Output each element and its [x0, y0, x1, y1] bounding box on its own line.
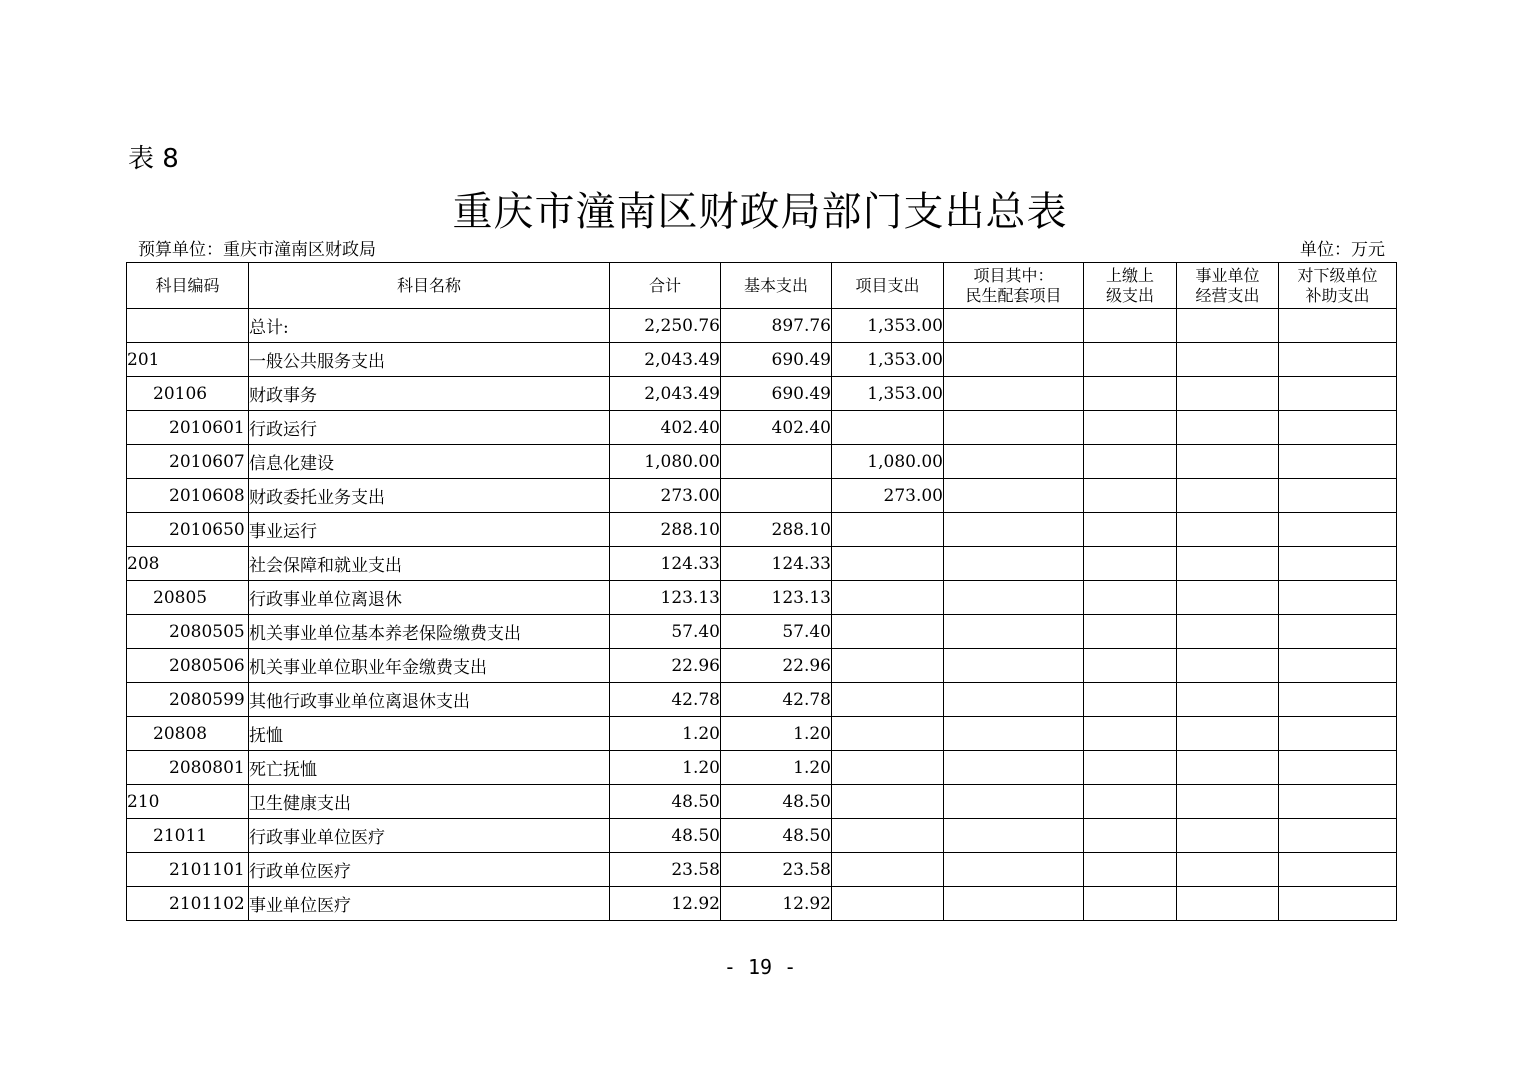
table-row [127, 411, 1397, 445]
expenditure-table [126, 262, 1397, 921]
cell-total: 288.10 [610, 513, 721, 547]
cell-remit-upper-level [1084, 615, 1177, 649]
cell-institution-operations [1177, 853, 1279, 887]
cell-basic-expenditure: 402.40 [721, 411, 832, 445]
cell-subject-code: 20805 [127, 581, 249, 615]
table-row [127, 887, 1397, 921]
cell-remit-upper-level [1084, 649, 1177, 683]
cell-subject-name: 财政事务 [249, 377, 610, 411]
cell-basic-expenditure [721, 479, 832, 513]
cell-subsidy-lower-level [1279, 717, 1397, 751]
cell-subsidy-lower-level [1279, 581, 1397, 615]
cell-subsidy-lower-level [1279, 853, 1397, 887]
cell-subsidy-lower-level [1279, 377, 1397, 411]
cell-subject-code: 2080801 [127, 751, 249, 785]
cell-project-expenditure: 1,080.00 [832, 445, 944, 479]
cell-institution-operations [1177, 411, 1279, 445]
header-livelihood-projects: 项目其中： 民生配套项目 [944, 263, 1084, 309]
cell-remit-upper-level [1084, 819, 1177, 853]
cell-subject-name: 行政事业单位离退休 [249, 581, 610, 615]
cell-institution-operations [1177, 377, 1279, 411]
cell-total: 402.40 [610, 411, 721, 445]
cell-livelihood-projects [944, 513, 1084, 547]
cell-subject-name: 事业单位医疗 [249, 887, 610, 921]
cell-project-expenditure [832, 547, 944, 581]
cell-remit-upper-level [1084, 377, 1177, 411]
table-header-row [127, 263, 1397, 309]
cell-subject-name: 财政委托业务支出 [249, 479, 610, 513]
cell-institution-operations [1177, 819, 1279, 853]
cell-institution-operations [1177, 513, 1279, 547]
cell-subject-code: 201 [127, 343, 249, 377]
cell-subject-code: 2080505 [127, 615, 249, 649]
cell-subject-name: 行政事业单位医疗 [249, 819, 610, 853]
cell-subsidy-lower-level [1279, 445, 1397, 479]
cell-subsidy-lower-level [1279, 411, 1397, 445]
cell-remit-upper-level [1084, 751, 1177, 785]
cell-subsidy-lower-level [1279, 547, 1397, 581]
cell-subject-name: 行政运行 [249, 411, 610, 445]
cell-institution-operations [1177, 649, 1279, 683]
page-number: - 19 - [723, 955, 797, 979]
cell-subject-code: 2010650 [127, 513, 249, 547]
table-row [127, 751, 1397, 785]
cell-subsidy-lower-level [1279, 785, 1397, 819]
cell-subject-name: 死亡抚恤 [249, 751, 610, 785]
cell-subsidy-lower-level [1279, 513, 1397, 547]
cell-basic-expenditure: 690.49 [721, 343, 832, 377]
cell-remit-upper-level [1084, 683, 1177, 717]
cell-basic-expenditure: 690.49 [721, 377, 832, 411]
cell-livelihood-projects [944, 445, 1084, 479]
table-row [127, 717, 1397, 751]
cell-project-expenditure [832, 751, 944, 785]
cell-livelihood-projects [944, 377, 1084, 411]
cell-basic-expenditure: 48.50 [721, 819, 832, 853]
cell-project-expenditure [832, 683, 944, 717]
cell-subject-code: 2080506 [127, 649, 249, 683]
budget-unit-label: 预算单位：重庆市潼南区财政局 [138, 240, 376, 260]
cell-institution-operations [1177, 445, 1279, 479]
cell-basic-expenditure: 897.76 [721, 309, 832, 343]
cell-livelihood-projects [944, 853, 1084, 887]
cell-subject-name: 一般公共服务支出 [249, 343, 610, 377]
cell-basic-expenditure: 23.58 [721, 853, 832, 887]
cell-subject-code: 20808 [127, 717, 249, 751]
cell-project-expenditure [832, 785, 944, 819]
cell-subsidy-lower-level [1279, 479, 1397, 513]
table-row [127, 377, 1397, 411]
cell-subject-code: 210 [127, 785, 249, 819]
cell-project-expenditure [832, 853, 944, 887]
cell-subsidy-lower-level [1279, 309, 1397, 343]
table-row [127, 479, 1397, 513]
cell-livelihood-projects [944, 751, 1084, 785]
cell-basic-expenditure [721, 445, 832, 479]
cell-livelihood-projects [944, 819, 1084, 853]
cell-project-expenditure: 1,353.00 [832, 309, 944, 343]
table-row [127, 309, 1397, 343]
header-subsidy-lower-level: 对下级单位 补助支出 [1279, 263, 1397, 309]
cell-remit-upper-level [1084, 547, 1177, 581]
table-row [127, 785, 1397, 819]
cell-project-expenditure [832, 513, 944, 547]
currency-unit-label: 单位：万元 [1300, 240, 1385, 260]
cell-remit-upper-level [1084, 411, 1177, 445]
cell-total: 42.78 [610, 683, 721, 717]
cell-total: 273.00 [610, 479, 721, 513]
cell-subject-name: 事业运行 [249, 513, 610, 547]
cell-basic-expenditure: 42.78 [721, 683, 832, 717]
cell-subject-code [127, 309, 249, 343]
cell-total: 124.33 [610, 547, 721, 581]
cell-subject-code: 2010608 [127, 479, 249, 513]
table-row [127, 649, 1397, 683]
cell-project-expenditure: 1,353.00 [832, 343, 944, 377]
cell-livelihood-projects [944, 547, 1084, 581]
cell-subsidy-lower-level [1279, 887, 1397, 921]
cell-total: 1,080.00 [610, 445, 721, 479]
cell-subject-code: 2010601 [127, 411, 249, 445]
cell-subject-name: 机关事业单位基本养老保险缴费支出 [249, 615, 610, 649]
cell-subject-name: 总计: [249, 309, 610, 343]
cell-institution-operations [1177, 751, 1279, 785]
cell-institution-operations [1177, 581, 1279, 615]
cell-project-expenditure [832, 887, 944, 921]
cell-subject-name: 社会保障和就业支出 [249, 547, 610, 581]
cell-remit-upper-level [1084, 785, 1177, 819]
cell-remit-upper-level [1084, 343, 1177, 377]
cell-livelihood-projects [944, 887, 1084, 921]
cell-remit-upper-level [1084, 309, 1177, 343]
cell-basic-expenditure: 123.13 [721, 581, 832, 615]
cell-basic-expenditure: 1.20 [721, 717, 832, 751]
header-total: 合计 [610, 263, 721, 309]
cell-project-expenditure [832, 649, 944, 683]
cell-livelihood-projects [944, 615, 1084, 649]
cell-remit-upper-level [1084, 479, 1177, 513]
cell-project-expenditure [832, 717, 944, 751]
cell-institution-operations [1177, 717, 1279, 751]
cell-project-expenditure: 273.00 [832, 479, 944, 513]
cell-total: 48.50 [610, 785, 721, 819]
cell-subject-name: 机关事业单位职业年金缴费支出 [249, 649, 610, 683]
cell-total: 1.20 [610, 717, 721, 751]
cell-subsidy-lower-level [1279, 649, 1397, 683]
cell-remit-upper-level [1084, 853, 1177, 887]
cell-subject-name: 卫生健康支出 [249, 785, 610, 819]
cell-subsidy-lower-level [1279, 683, 1397, 717]
table-row [127, 547, 1397, 581]
cell-remit-upper-level [1084, 581, 1177, 615]
cell-institution-operations [1177, 887, 1279, 921]
cell-basic-expenditure: 48.50 [721, 785, 832, 819]
header-institution-operations: 事业单位 经营支出 [1177, 263, 1279, 309]
cell-livelihood-projects [944, 717, 1084, 751]
cell-project-expenditure [832, 411, 944, 445]
cell-subject-name: 信息化建设 [249, 445, 610, 479]
table-row [127, 615, 1397, 649]
cell-institution-operations [1177, 343, 1279, 377]
cell-total: 1.20 [610, 751, 721, 785]
table-row [127, 853, 1397, 887]
cell-institution-operations [1177, 785, 1279, 819]
cell-project-expenditure [832, 819, 944, 853]
cell-livelihood-projects [944, 411, 1084, 445]
cell-institution-operations [1177, 615, 1279, 649]
cell-institution-operations [1177, 547, 1279, 581]
cell-basic-expenditure: 12.92 [721, 887, 832, 921]
cell-total: 23.58 [610, 853, 721, 887]
header-subject-code: 科目编码 [127, 263, 249, 309]
cell-livelihood-projects [944, 683, 1084, 717]
cell-subject-name: 行政单位医疗 [249, 853, 610, 887]
table-row [127, 683, 1397, 717]
table-number: 表 8 [128, 144, 179, 174]
cell-subject-name: 其他行政事业单位离退休支出 [249, 683, 610, 717]
cell-basic-expenditure: 1.20 [721, 751, 832, 785]
cell-total: 2,250.76 [610, 309, 721, 343]
cell-remit-upper-level [1084, 717, 1177, 751]
cell-subject-code: 21011 [127, 819, 249, 853]
cell-total: 2,043.49 [610, 377, 721, 411]
header-project-expenditure: 项目支出 [832, 263, 944, 309]
cell-project-expenditure [832, 581, 944, 615]
cell-subject-code: 2010607 [127, 445, 249, 479]
cell-subsidy-lower-level [1279, 751, 1397, 785]
cell-institution-operations [1177, 479, 1279, 513]
cell-basic-expenditure: 22.96 [721, 649, 832, 683]
cell-total: 48.50 [610, 819, 721, 853]
cell-livelihood-projects [944, 309, 1084, 343]
cell-basic-expenditure: 124.33 [721, 547, 832, 581]
table-row [127, 819, 1397, 853]
cell-subject-code: 2080599 [127, 683, 249, 717]
cell-total: 57.40 [610, 615, 721, 649]
header-subject-name: 科目名称 [249, 263, 610, 309]
cell-livelihood-projects [944, 581, 1084, 615]
cell-subject-code: 2101101 [127, 853, 249, 887]
cell-subject-code: 2101102 [127, 887, 249, 921]
table-row [127, 445, 1397, 479]
cell-project-expenditure: 1,353.00 [832, 377, 944, 411]
cell-subject-name: 抚恤 [249, 717, 610, 751]
header-remit-upper-level: 上缴上 级支出 [1084, 263, 1177, 309]
page-title: 重庆市潼南区财政局部门支出总表 [452, 189, 1068, 235]
cell-project-expenditure [832, 615, 944, 649]
cell-institution-operations [1177, 309, 1279, 343]
cell-subject-code: 208 [127, 547, 249, 581]
cell-remit-upper-level [1084, 887, 1177, 921]
cell-subject-code: 20106 [127, 377, 249, 411]
cell-livelihood-projects [944, 343, 1084, 377]
cell-institution-operations [1177, 683, 1279, 717]
cell-basic-expenditure: 288.10 [721, 513, 832, 547]
table-row [127, 513, 1397, 547]
cell-livelihood-projects [944, 479, 1084, 513]
cell-basic-expenditure: 57.40 [721, 615, 832, 649]
cell-remit-upper-level [1084, 445, 1177, 479]
cell-total: 2,043.49 [610, 343, 721, 377]
cell-subsidy-lower-level [1279, 615, 1397, 649]
table-row [127, 581, 1397, 615]
header-basic-expenditure: 基本支出 [721, 263, 832, 309]
cell-subsidy-lower-level [1279, 819, 1397, 853]
cell-livelihood-projects [944, 649, 1084, 683]
cell-remit-upper-level [1084, 513, 1177, 547]
cell-subsidy-lower-level [1279, 343, 1397, 377]
cell-total: 12.92 [610, 887, 721, 921]
cell-total: 22.96 [610, 649, 721, 683]
cell-total: 123.13 [610, 581, 721, 615]
table-row [127, 343, 1397, 377]
cell-livelihood-projects [944, 785, 1084, 819]
